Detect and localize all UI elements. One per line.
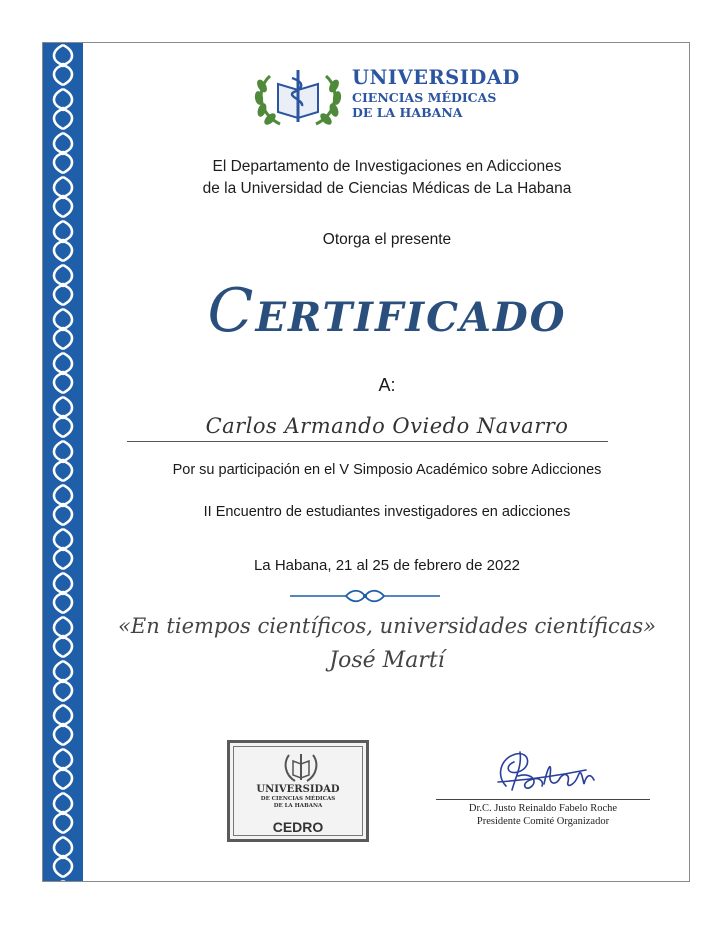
university-name [352, 68, 520, 120]
signature-line [436, 799, 650, 800]
stamp-emblem-icon [281, 751, 321, 785]
encounter-text: II Encuentro de estudiantes investigadores en adicciones [203, 504, 571, 520]
stamp-line-1: UNIVERSIDAD [256, 784, 340, 795]
issuer-line-2: de la Universidad de Ciencias Médicas de La Habana [202, 180, 572, 197]
stamp-code: CEDRO [272, 819, 324, 835]
participation-text: Por su participación en el V Simposio Académico sobre Adicciones [172, 462, 602, 478]
quote-author: José Martí [329, 648, 445, 673]
cedro-stamp [227, 740, 369, 842]
grant-text: Otorga el presente [322, 231, 452, 248]
university-logo [248, 62, 518, 134]
laurel-book-emblem-icon [248, 62, 348, 134]
stamp-line-3: DE LA HABANA [273, 803, 323, 809]
logo-line-1: UNIVERSIDAD [352, 66, 520, 89]
logo-line-2: CIENCIAS MÉDICAS [352, 89, 497, 105]
handwritten-signature [486, 746, 606, 796]
issuer-text [84, 156, 690, 200]
signer-name: Dr.C. Justo Reinaldo Fabelo Roche [468, 803, 618, 814]
name-underline [127, 441, 608, 442]
signer-role: Presidente Comité Organizador [476, 816, 610, 827]
certificate-title [84, 276, 690, 346]
issuer-line-1: El Departamento de Investigaciones en Adicciones [212, 158, 562, 175]
logo-line-3: DE LA HABANA [352, 105, 463, 120]
stamp-line-2: DE CIENCIAS MÉDICAS [260, 796, 336, 802]
recipient-label: A: [378, 375, 396, 395]
place-date: La Habana, 21 al 25 de febrero de 2022 [253, 557, 521, 574]
title-initial: C [207, 276, 256, 346]
title-rest: ERTIFICADO [255, 294, 567, 341]
ornamental-divider [290, 588, 440, 604]
quote-text: «En tiempos científicos, universidades científicas» [118, 614, 656, 638]
recipient-name: Carlos Armando Oviedo Navarro [205, 414, 569, 438]
